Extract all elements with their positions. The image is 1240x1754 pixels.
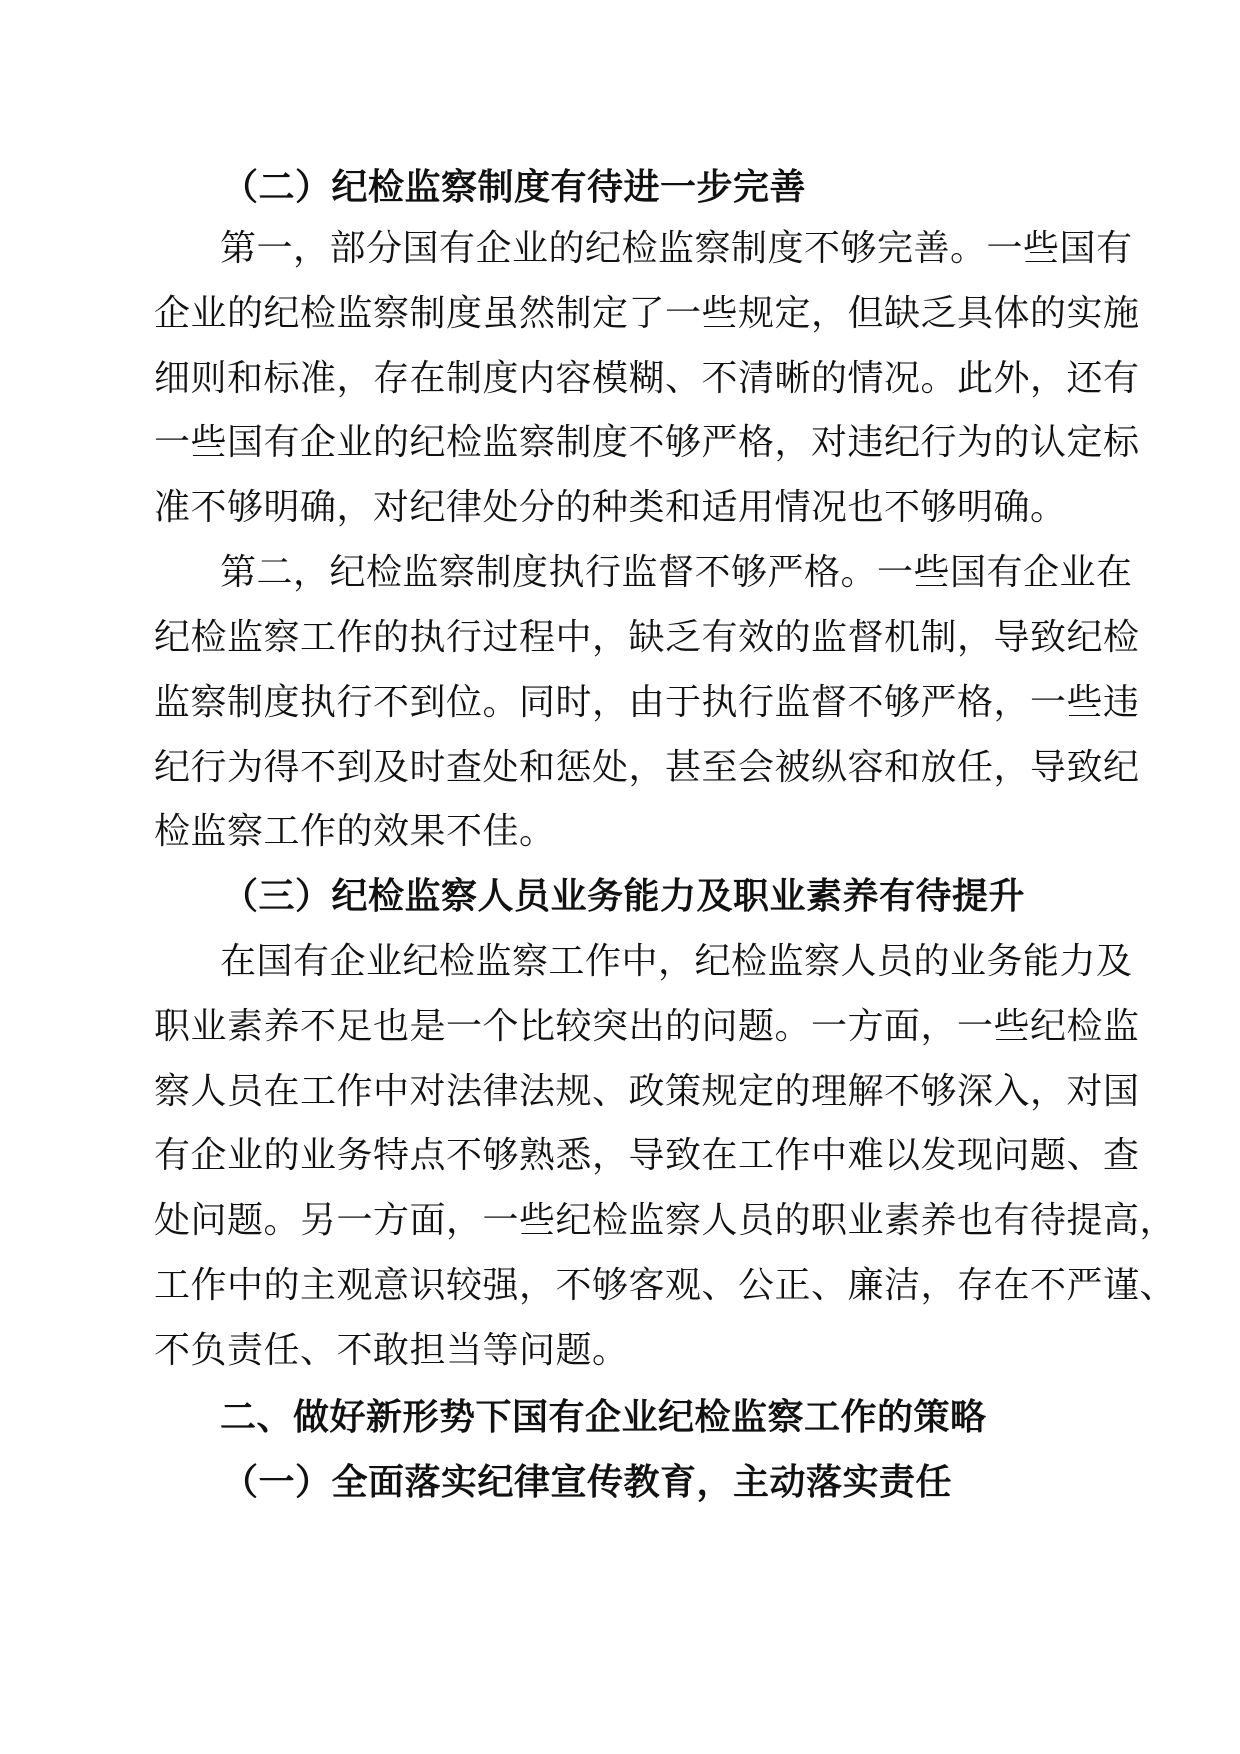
paragraph-line: 纪检监察工作的执行过程中，缺乏有效的监督机制，导致纪检 [154, 617, 1140, 658]
section-heading-3: （三）纪检监察人员业务能力及职业素养有待提升 [222, 876, 1026, 917]
paragraph-line: 工作中的主观意识较强，不够客观、公正、廉洁，存在不严谨、 [154, 1265, 1177, 1306]
paragraph-line: 第二，纪检监察制度执行监督不够严格。一些国有企业在 [220, 552, 1133, 593]
paragraph-line: 察人员在工作中对法律法规、政策规定的理解不够深入，对国 [154, 1071, 1140, 1112]
paragraph-line: 一些国有企业的纪检监察制度不够严格，对违纪行为的认定标 [154, 422, 1140, 463]
paragraph-line: 准不够明确，对纪律处分的种类和适用情况也不够明确。 [154, 487, 1067, 528]
paragraph-line: 职业素养不足也是一个比较突出的问题。一方面，一些纪检监 [154, 1006, 1140, 1047]
paragraph-line: 在国有企业纪检监察工作中，纪检监察人员的业务能力及 [220, 941, 1133, 982]
chapter-heading: 二、做好新形势下国有企业纪检监察工作的策略 [220, 1397, 987, 1438]
section-heading-1: （一）全面落实纪律宣传教育，主动落实责任 [222, 1462, 953, 1503]
paragraph-line: 第一，部分国有企业的纪检监察制度不够完善。一些国有 [220, 228, 1133, 269]
paragraph-line: 纪行为得不到及时查处和惩处，甚至会被纵容和放任，导致纪 [154, 747, 1140, 788]
paragraph-line: 不负责任、不敢担当等问题。 [154, 1330, 629, 1371]
paragraph-line: 有企业的业务特点不够熟悉，导致在工作中难以发现问题、查 [154, 1135, 1140, 1176]
paragraph-line: 企业的纪检监察制度虽然制定了一些规定，但缺乏具体的实施 [154, 293, 1140, 334]
section-heading-2: （二）纪检监察制度有待进一步完善 [222, 167, 807, 208]
paragraph-line: 监察制度执行不到位。同时，由于执行监督不够严格，一些违 [154, 682, 1140, 723]
paragraph-line: 检监察工作的效果不佳。 [154, 811, 556, 852]
paragraph-line: 处问题。另一方面，一些纪检监察人员的职业素养也有待提高， [154, 1200, 1177, 1241]
paragraph-line: 细则和标准，存在制度内容模糊、不清晰的情况。此外，还有 [154, 358, 1140, 399]
